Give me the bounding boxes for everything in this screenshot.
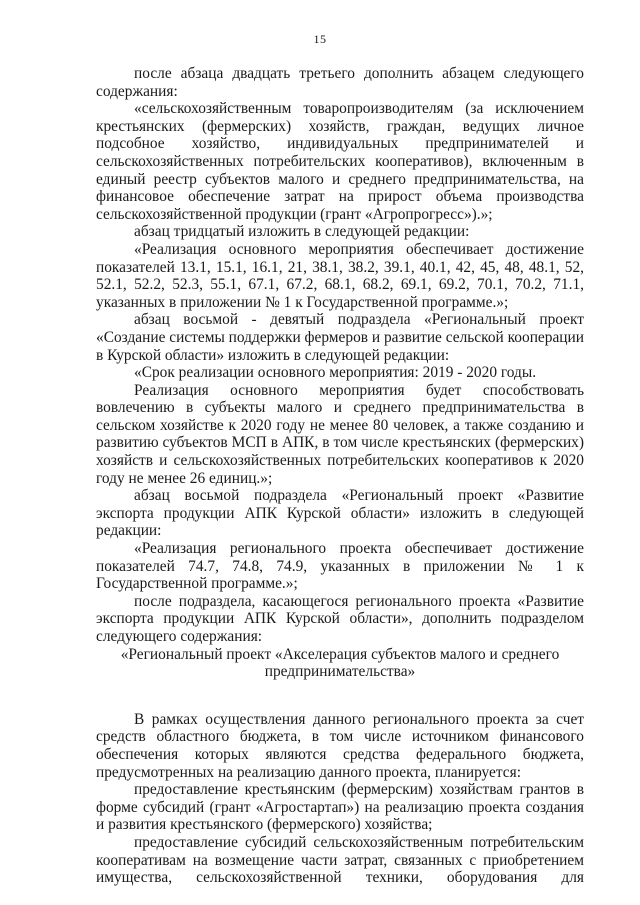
paragraph-3: абзац тридцатый изложить в следующей редакции:: [134, 223, 470, 241]
paragraph-9: «Реализация регионального проекта обеспечивает достижение показателей 74.7, 74.8, 74.9, указанных в приложении № 1 к Государственной программе.»;: [96, 540, 584, 593]
paragraph-11: В рамках осуществления данного регионального проекта за счет средств областного бюджета, в том числе источником финансового обеспечения которых являются средства федерального бюджета, предусмотренных на реализацию данного проекта, планируется:: [96, 710, 584, 781]
paragraph-8: абзац восьмой подраздела «Региональный проект «Развитие экспорта продукции АПК Курской области» изложить в следующей редакции:: [96, 487, 584, 540]
paragraph-2: «сельскохозяйственным товаропроизводителям (за исключением крестьянских (фермерских) хозяйств, граждан, ведущих личное подсобное хозяйство, индивидуальных предпринимателей и сельскохозяйственных потребительских кооперативов), включенным в единый реестр субъектов малого и среднего предпринимательства, на финансовое обеспечение затрат на прирост объема производства сельскохозяйственной продукции (грант «Агропрогресс»).»;: [96, 100, 584, 223]
paragraph-7: Реализация основного мероприятия будет способствовать вовлечению в субъекты малого и среднего предпринимательства в сельском хозяйстве к 2020 году не менее 80 человек, а также созданию и развитию субъектов МСП в АПК, в том числе крестьянских (фермерских) хозяйств и сельскохозяйственных потребительских кооперативов к 2020 году не менее 26 единиц.»;: [96, 381, 584, 487]
paragraph-6: «Срок реализации основного мероприятия: 2019 - 2020 годы.: [134, 364, 537, 382]
paragraph-4: «Реализация основного мероприятия обеспечивает достижение показателей 13.1, 15.1, 16.1, 21, 38.1, 38.2, 39.1, 40.1, 42, 45, 48, 48.1, 52, 52.1, 52.2, 52.3, 55.1, 67.1, 67.2, 68.1, 68.2, 69.1, 69.2, 70.1, 70.2, 71.1, указанных в приложении № 1 к Государственной программе.»;: [96, 240, 584, 311]
document-body: [96, 65, 584, 887]
paragraph-13: предоставление субсидий сельскохозяйственным потребительским кооперативам на возмещение части затрат, связанных с приобретением имущества, сельскохозяйственной техники, оборудования для: [96, 833, 584, 887]
paragraph-1: после абзаца двадцать третьего дополнить абзацем следующего содержания:: [96, 65, 584, 100]
section-heading: «Региональный проект «Акселерация субъектов малого и среднего предпринимательства»: [120, 645, 560, 681]
paragraph-12: предоставление крестьянским (фермерским) хозяйствам грантов в форме субсидий (грант «Агростартап») на реализацию проекта создания и развития крестьянского (фермерского) хозяйства;: [96, 781, 584, 834]
page-number: 15: [313, 32, 327, 46]
paragraph-5: абзац восьмой - девятый подраздела «Региональный проект «Создание системы поддержки фермеров и развитие сельской кооперации в Курской области» изложить в следующей редакции:: [96, 311, 584, 364]
paragraph-10: после подраздела, касающегося регионального проекта «Развитие экспорта продукции АПК Курской области», дополнить подразделом следующего содержания:: [96, 592, 584, 645]
spacer: [96, 681, 584, 711]
